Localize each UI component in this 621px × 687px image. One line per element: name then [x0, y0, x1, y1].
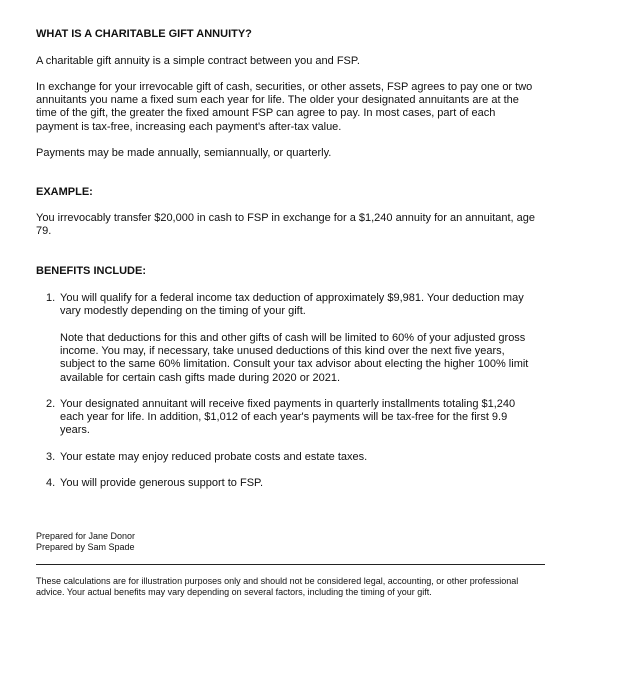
list-text: You will qualify for a federal income tax deduction of approximately $9,981. Your deduction may vary modestly depending on the timing of your gift. [60, 292, 524, 318]
heading-benefits: BENEFITS INCLUDE: [36, 265, 146, 277]
divider-line [36, 564, 545, 565]
heading-what-is-cga: WHAT IS A CHARITABLE GIFT ANNUITY? [36, 28, 252, 40]
benefit-item-4 [46, 477, 530, 490]
benefit-item-2 [46, 398, 530, 438]
disclaimer-text: These calculations are for illustration purposes only and should not be considered legal, accounting, or other professional advice. Your actual benefits may vary depending on several factors, including the timing of your gift. [36, 576, 519, 597]
list-text: Your designated annuitant will receive fixed payments in quarterly installments totaling $1,240 each year for life. In addition, $1,012 of each year's payments will be tax-free for the first 9.9 years. [60, 398, 516, 437]
list-number: 1. [46, 292, 56, 304]
heading-example: EXAMPLE: [36, 186, 93, 198]
list-number: 4. [46, 477, 56, 489]
benefit-item-1-note: Note that deductions for this and other gifts of cash will be limited to 60% of your adjusted gross income. You may, if necessary, take unused deductions of this kind over the next five years, subject to the same 60% limitation. Consult your tax advisor about electing the higher 100% limit available for certain cash gifts made during 2020 or 2021. [60, 332, 529, 384]
prepared-by: Prepared by Sam Spade [36, 542, 135, 552]
list-text: You will provide generous support to FSP. [60, 477, 264, 489]
benefit-item-1 [46, 292, 530, 318]
exchange-paragraph: In exchange for your irrevocable gift of cash, securities, or other assets, FSP agrees to pay one or two annuitants you name a fixed sum each year for life. The older your designated annuitants are at the time of the gift, the greater the fixed amount FSP can agree to pay. In most cases, part of each payment is tax-free, increasing each payment's after-tax value. [36, 81, 533, 133]
payments-paragraph: Payments may be made annually, semiannually, or quarterly. [36, 147, 332, 159]
list-number: 3. [46, 451, 56, 463]
list-text: Your estate may enjoy reduced probate costs and estate taxes. [60, 451, 368, 463]
benefit-item-3 [46, 451, 530, 464]
prepared-for: Prepared for Jane Donor [36, 531, 136, 541]
list-number: 2. [46, 398, 56, 410]
intro-paragraph: A charitable gift annuity is a simple contract between you and FSP. [36, 55, 360, 67]
example-paragraph: You irrevocably transfer $20,000 in cash to FSP in exchange for a $1,240 annuity for an annuitant, age 79. [36, 212, 536, 238]
